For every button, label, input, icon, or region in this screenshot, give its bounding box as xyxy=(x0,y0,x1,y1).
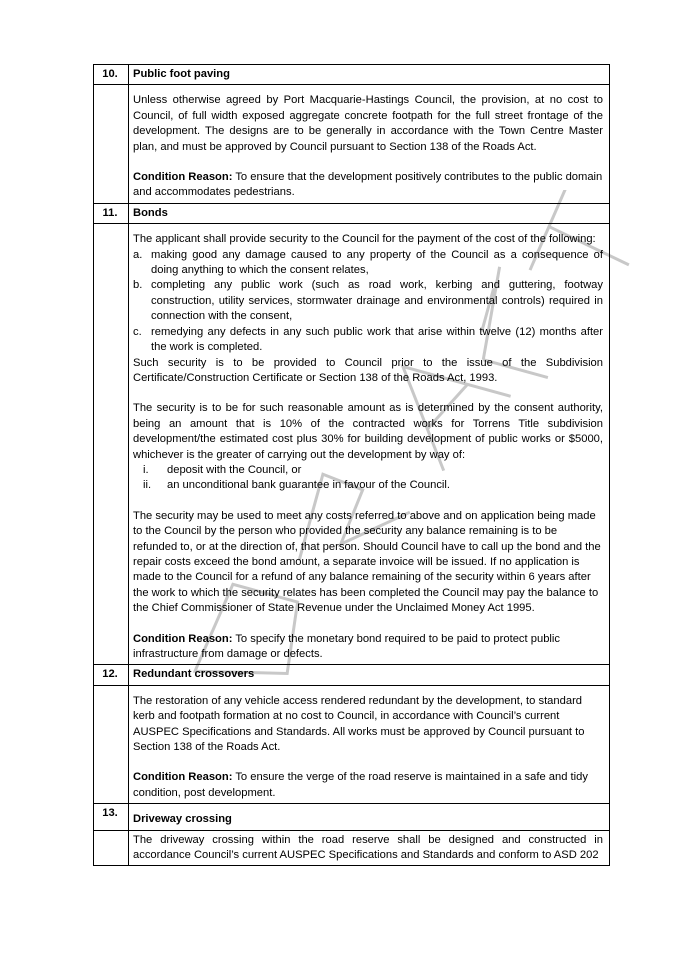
reason-label: Condition Reason: xyxy=(133,171,233,184)
condition-title: Redundant crossovers xyxy=(133,668,255,681)
condition-reason xyxy=(133,170,603,201)
list-item: i. deposit with the Council, or xyxy=(143,463,302,476)
condition-body-row-13 xyxy=(94,830,610,866)
condition-title-cell xyxy=(129,203,610,223)
condition-body-row-10 xyxy=(94,85,610,203)
condition-row-10 xyxy=(94,65,610,85)
condition-body-text: Unless otherwise agreed by Port Macquarie-Hastings Council, the provision, at no cost to Council, of full width exposed aggregate concrete footpath for the full street frontage of the development. The designs are to be generally in accordance with the Town Centre Master plan, and must be approved by Council pursuant to Section 138 of the Roads Act. xyxy=(133,94,603,153)
list-item: ii. an unconditional bank guarantee in favour of the Council. xyxy=(143,479,450,492)
bond-usage-text: The security may be used to meet any costs referred to above and on application being made to the Council by the person who provided the security any balance remaining is to be refunded to, or at the direction of, that person. Should Council have to call up the bond and the repair costs exceed the bond amount, a separate invoice will be issued. If no application is made to the Council for a refund of any balance remaining of the security within 6 years after the work to which the security relates has been completed the Council may pay the balance to the Chief Commissioner of State Revenue under the Unclaimed Money Act 1995. xyxy=(133,509,601,615)
condition-body-cell xyxy=(129,224,610,665)
condition-number: 10. xyxy=(94,65,129,85)
reason-text: To specify the monetary bond required to be paid to protect public infrastructure from damage or defects. xyxy=(133,632,560,660)
condition-reason xyxy=(133,632,603,663)
condition-number: 11. xyxy=(94,203,129,223)
conditions-table xyxy=(93,64,610,866)
condition-title: Public foot paving xyxy=(133,68,230,80)
condition-number: 12. xyxy=(94,665,129,685)
bond-intro: The applicant shall provide security to the Council for the payment of the cost of the following: xyxy=(133,233,596,246)
condition-body-text: The driveway crossing within the road reserve shall be designed and constructed in accordance Council’s current AUSPEC Specifications and Standards and conform to ASD 202 xyxy=(133,833,603,862)
list-item: c. remedying any defects in any such public work that arise within twelve (12) months after the work is completed. xyxy=(133,325,603,354)
reason-text: To ensure that the development positively contributes to the public domain and accommodates pedestrians. xyxy=(133,171,603,199)
reason-label: Condition Reason: xyxy=(133,771,233,784)
bond-items-list xyxy=(133,248,603,356)
list-item: a. making good any damage caused to any property of the Council as a consequence of doing anything to which the consent relates, xyxy=(133,248,603,277)
condition-title-cell xyxy=(129,65,610,85)
reason-text: To ensure the verge of the road reserve is maintained in a safe and tidy condition, post development. xyxy=(133,771,588,799)
condition-reason xyxy=(133,770,603,801)
condition-title-cell xyxy=(129,665,610,685)
list-item: b. completing any public work (such as road work, kerbing and guttering, footway construction, utility services, stormwater drainage and environmental controls) required in connection with the consent, xyxy=(133,279,603,323)
bond-amount-text: The security is to be for such reasonable amount as is determined by the consent authority, being an amount that is 10% of the contracted works for Torrens Title subdivision development/the estimated cost plus 30% for building development of public works or $5000, whichever is the greater of carrying out the development by way of: xyxy=(133,402,603,461)
condition-row-11 xyxy=(94,203,610,223)
condition-body-cell xyxy=(129,85,610,203)
condition-title: Bonds xyxy=(133,206,168,219)
condition-row-13 xyxy=(94,804,610,830)
condition-body-text: The restoration of any vehicle access rendered redundant by the development, to standard kerb and footpath formation at no cost to Council, in accordance with Council’s current AUSPEC Specifications and Standards. All works must be approved by Council pursuant to Section 138 of the Roads Act. xyxy=(133,694,585,754)
condition-body-row-11 xyxy=(94,224,610,665)
condition-body-cell xyxy=(129,685,610,803)
condition-body-row-12 xyxy=(94,685,610,803)
condition-body-cell xyxy=(129,830,610,866)
reason-label: Condition Reason: xyxy=(133,632,233,645)
condition-number: 13. xyxy=(94,804,129,830)
bond-timing-text: Such security is to be provided to Council prior to the issue of the Subdivision Certificate/Construction Certificate or Section 138 of the Roads Act, 1993. xyxy=(133,356,603,384)
condition-title: Driveway crossing xyxy=(133,813,232,826)
condition-row-12 xyxy=(94,665,610,685)
bond-methods-list xyxy=(133,463,603,494)
condition-title-cell xyxy=(129,804,610,830)
